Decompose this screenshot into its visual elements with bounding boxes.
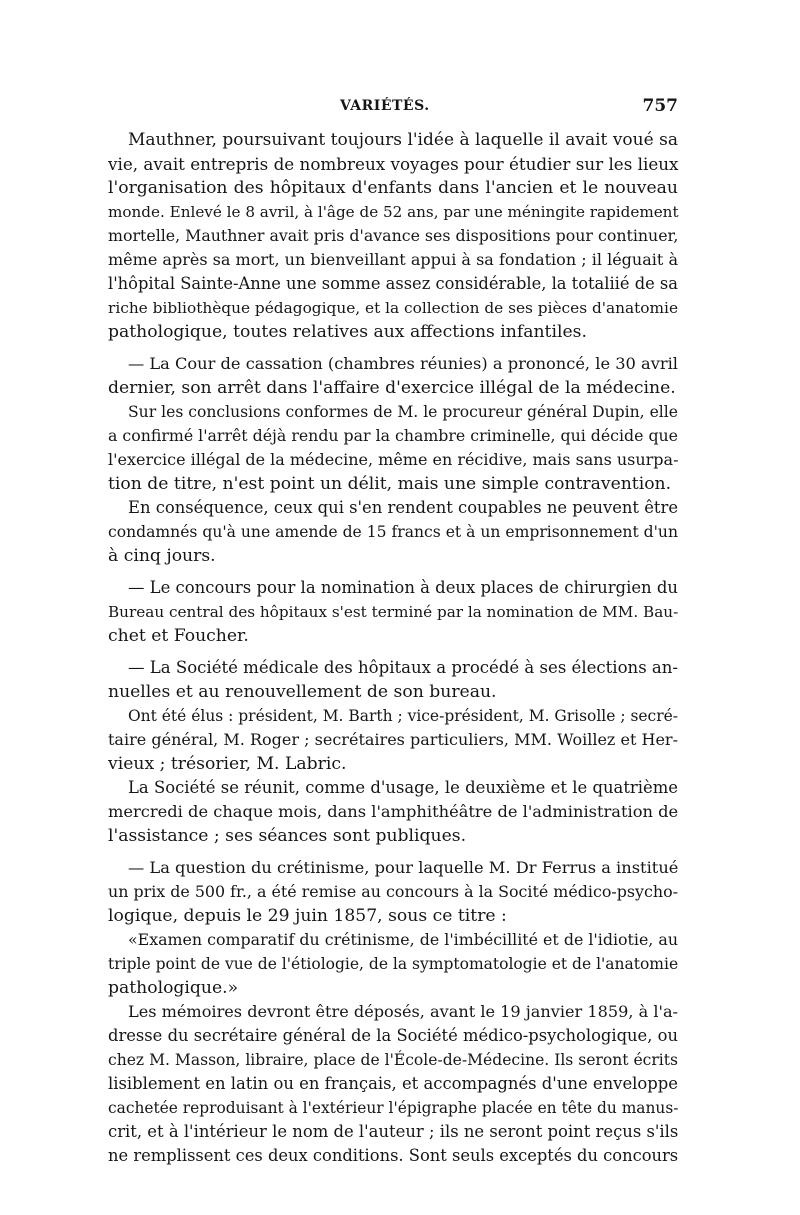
page-number: 757: [642, 96, 678, 116]
text-line: La Société se réunit, comme d'usage, le deuxième et le quatrième: [128, 778, 678, 797]
text-line: à cinq jours.: [108, 546, 216, 566]
text-line: ne remplissent ces deux conditions. Sont seuls exceptés du concours: [108, 1146, 679, 1165]
text-line: mercredi de chaque mois, dans l'amphithéâtre de l'administration de: [108, 802, 679, 821]
text-line: «Examen comparatif du crétinisme, de l'imbécillité et de l'idiotie, au: [128, 930, 678, 949]
text-line: condamnés qu'à une amende de 15 francs et à un emprisonnement d'un: [108, 523, 679, 541]
running-title: VARIÉTÉS.: [340, 98, 430, 114]
text-line: logique, depuis le 29 juin 1857, sous ce titre :: [108, 906, 507, 926]
text-line: Mauthner, poursuivant toujours l'idée à laquelle il avait voué sa: [128, 130, 678, 150]
text-line: riche bibliothèque pédagogique, et la collection de ses pièces d'anatomie: [108, 299, 679, 317]
text-line: nuelles et au renouvellement de son bureau.: [108, 682, 497, 702]
text-line: lisiblement en latin ou en français, et accompagnés d'une enveloppe: [108, 1074, 678, 1093]
text-line: pathologique.»: [108, 978, 239, 998]
text-line: En conséquence, ceux qui s'en rendent coupables ne peuvent être: [128, 498, 678, 517]
text-line: même après sa mort, un bienveillant appui à sa fondation ; il léguait à: [108, 250, 678, 269]
text-line: — La Cour de cassation (chambres réunies) a prononcé, le 30 avril: [128, 354, 678, 373]
text-line: mortelle, Mauthner avait pris d'avance ses dispositions pour continuer,: [108, 226, 679, 245]
text-line: Ont été élus : président, M. Barth ; vice-président, M. Grisolle ; secré-: [128, 707, 678, 725]
running-head: [108, 98, 678, 122]
text-line: triple point de vue de l'étiologie, de la symptomatologie et de l'anatomie: [108, 955, 679, 973]
text-line: chez M. Masson, libraire, place de l'École-de-Médecine. Ils seront écrits: [108, 1051, 678, 1069]
text-line: pathologique, toutes relatives aux affections infantiles.: [108, 322, 587, 342]
text-line: a confirmé l'arrêt déjà rendu par la chambre criminelle, qui décide que: [108, 426, 678, 445]
text-line: — La question du crétinisme, pour laquelle M. Dr Ferrus a institué: [128, 858, 679, 877]
text-line: vie, avait entrepris de nombreux voyages pour étudier sur les lieux: [108, 154, 679, 174]
text-line: vieux ; trésorier, M. Labric.: [108, 754, 347, 774]
text-line: — La Société médicale des hôpitaux a procédé à ses élections an-: [128, 658, 679, 677]
text-line: dernier, son arrêt dans l'affaire d'exercice illégal de la médecine.: [108, 378, 676, 398]
text-line: taire général, M. Roger ; secrétaires particuliers, MM. Woillez et Her-: [108, 730, 678, 749]
text-line: l'organisation des hôpitaux d'enfants dans l'ancien et le nouveau: [108, 178, 678, 198]
text-line: un prix de 500 fr., a été remise au concours à la Socité médico-psycho-: [108, 882, 678, 901]
text-line: — Le concours pour la nomination à deux places de chirurgien du: [128, 578, 678, 597]
text-line: l'exercice illégal de la médecine, même en récidive, mais sans usurpa-: [108, 450, 679, 469]
text-line: dresse du secrétaire général de la Société médico-psychologique, ou: [108, 1026, 678, 1045]
text-line: cachetée reproduisant à l'extérieur l'épigraphe placée en tête du manus-: [108, 1099, 679, 1117]
text-line: monde. Enlevé le 8 avril, à l'âge de 52 ans, par une méningite rapidement: [108, 203, 679, 221]
text-line: Les mémoires devront être déposés, avant le 19 janvier 1859, à l'a-: [128, 1002, 678, 1021]
text-line: l'assistance ; ses séances sont publiques.: [108, 826, 467, 846]
text-line: Sur les conclusions conformes de M. le procureur général Dupin, elle: [128, 403, 678, 421]
text-line: l'hôpital Sainte-Anne une somme assez considérable, la totaliié de sa: [108, 274, 678, 293]
text-line: tion de titre, n'est point un délit, mais une simple contravention.: [108, 474, 672, 494]
text-line: chet et Foucher.: [108, 626, 249, 646]
text-line: Bureau central des hôpitaux s'est terminé par la nomination de MM. Bau-: [108, 603, 679, 621]
text-line: crit, et à l'intérieur le nom de l'auteur ; ils ne seront point reçus s'ils: [108, 1122, 679, 1141]
